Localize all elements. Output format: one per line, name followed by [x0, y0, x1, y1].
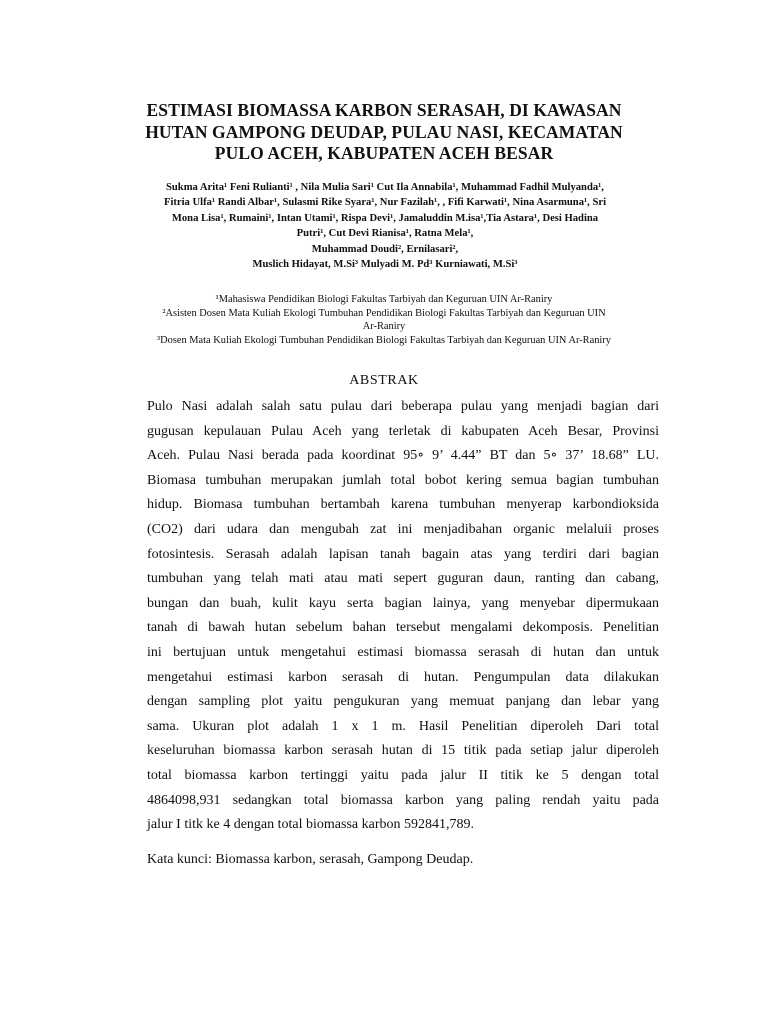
author-line: Putri¹, Cut Devi Rianisa¹, Ratna Mela¹, [296, 228, 474, 240]
abstract-line: dengan sampling plot yaitu pengukuran yang memuat panjang dan lebar yang [147, 694, 659, 710]
abstract-line: tumbuhan yang telah mati atau mati sepert guguran daun, ranting dan cabang, [147, 571, 659, 587]
affiliation-line: ³Dosen Mata Kuliah Ekologi Tumbuhan Pendidikan Biologi Fakultas Tarbiyah dan Keguruan UIN Ar-Raniry [157, 334, 611, 346]
paper-title [120, 100, 648, 165]
affiliations [130, 293, 638, 347]
keywords: Kata kunci: Biomassa karbon, serasah, Gampong Deudap. [147, 852, 474, 867]
abstract-line: tanah di bawah hutan sebelum bahan tersebut mengalami dekomposis. Penelitian [147, 620, 659, 636]
abstract-line: Biomasa tumbuhan merupakan jumlah total bobot kering semua bagian tumbuhan [147, 472, 659, 488]
author-line: Fitria Ulfa¹ Randi Albar¹, Sulasmi Rike Syara¹, Nur Fazilah¹, , Fifi Karwati¹, Nina Asarmuna¹, Sri [163, 197, 607, 209]
title-line: ESTIMASI BIOMASSA KARBON SERASAH, DI KAWASAN [146, 100, 622, 120]
abstract-line: fotosintesis. Serasah adalah lapisan tanah bagain atas yang terdiri dari bagian [147, 546, 659, 562]
abstract-line: ini bertujuan untuk mengetahui estimasi biomassa serasah di hutan dan untuk [147, 644, 659, 660]
abstract-line: keseluruhan biomassa karbon serasah hutan di 15 titik pada setiap jalur diperoleh [147, 743, 659, 759]
author-line: Mona Lisa¹, Rumaini¹, Intan Utami¹, Rispa Devi¹, Jamaluddin M.isa¹,Tia Astara¹, Desi Hadina [171, 212, 599, 224]
affiliation-line: ¹Mahasiswa Pendidikan Biologi Fakultas Tarbiyah dan Keguruan UIN Ar-Raniry [215, 294, 553, 305]
affiliation-line: ²Asisten Dosen Mata Kuliah Ekologi Tumbuhan Pendidikan Biologi Fakultas Tarbiyah dan Keguruan UIN [162, 307, 606, 319]
author-line: Muslich Hidayat, M.Si³ Mulyadi M. Pd³ Kurniawati, M.Si³ [252, 259, 518, 271]
abstract-line: 4864098,931 sedangkan total biomassa karbon yang paling rendah yaitu pada [147, 792, 659, 808]
abstract-line: mengetahui estimasi karbon serasah di hutan. Pengumpulan data dilakukan [147, 669, 659, 685]
abstract-line: total biomassa karbon tertinggi yaitu pada jalur II titik ke 5 dengan total [147, 767, 659, 783]
abstract-heading: ABSTRAK [349, 373, 419, 388]
author-line: Sukma Arita¹ Feni Rulianti¹ , Nila Mulia Sari¹ Cut Ila Annabila¹, Muhammad Fadhil Mulyanda¹, [166, 182, 604, 193]
affiliation-line: Ar-Raniry [362, 321, 406, 333]
abstract-line: hidup. Biomasa tumbuhan bertambah karena tumbuhan menyerap karbondioksida [147, 497, 659, 513]
abstract-line: Aceh. Pulau Nasi berada pada koordinat 95∘ 9’ 4.44” BT dan 5∘ 37’ 18.68” LU. [147, 448, 659, 464]
author-list [140, 180, 630, 272]
abstract-line: jalur I titk ke 4 dengan total biomassa karbon 592841,789. [147, 817, 474, 833]
title-line: HUTAN GAMPONG DEUDAP, PULAU NASI, KECAMATAN [145, 121, 623, 142]
title-line: PULO ACEH, KABUPATEN ACEH BESAR [214, 143, 554, 163]
abstract-line: gugusan kepulauan Pulau Aceh yang terletak di kabupaten Aceh Besar, Provinsi [147, 423, 659, 439]
abstract-body [147, 395, 659, 838]
abstract-line: (CO2) dari udara dan mengubah zat ini menjadibahan organic melaluii proses [147, 521, 659, 537]
abstract-line: Pulo Nasi adalah salah satu pulau dari beberapa pulau yang menjadi bagian dari [147, 399, 659, 414]
abstract-line: sama. Ukuran plot adalah 1 x 1 m. Hasil Penelitian diperoleh Dari total [147, 718, 659, 734]
author-line: Muhammad Doudi², Ernilasari², [311, 243, 459, 255]
abstract-line: bungan dan buah, kulit kayu serta bagian lainya, yang menyebar dipermukaan [147, 595, 659, 611]
